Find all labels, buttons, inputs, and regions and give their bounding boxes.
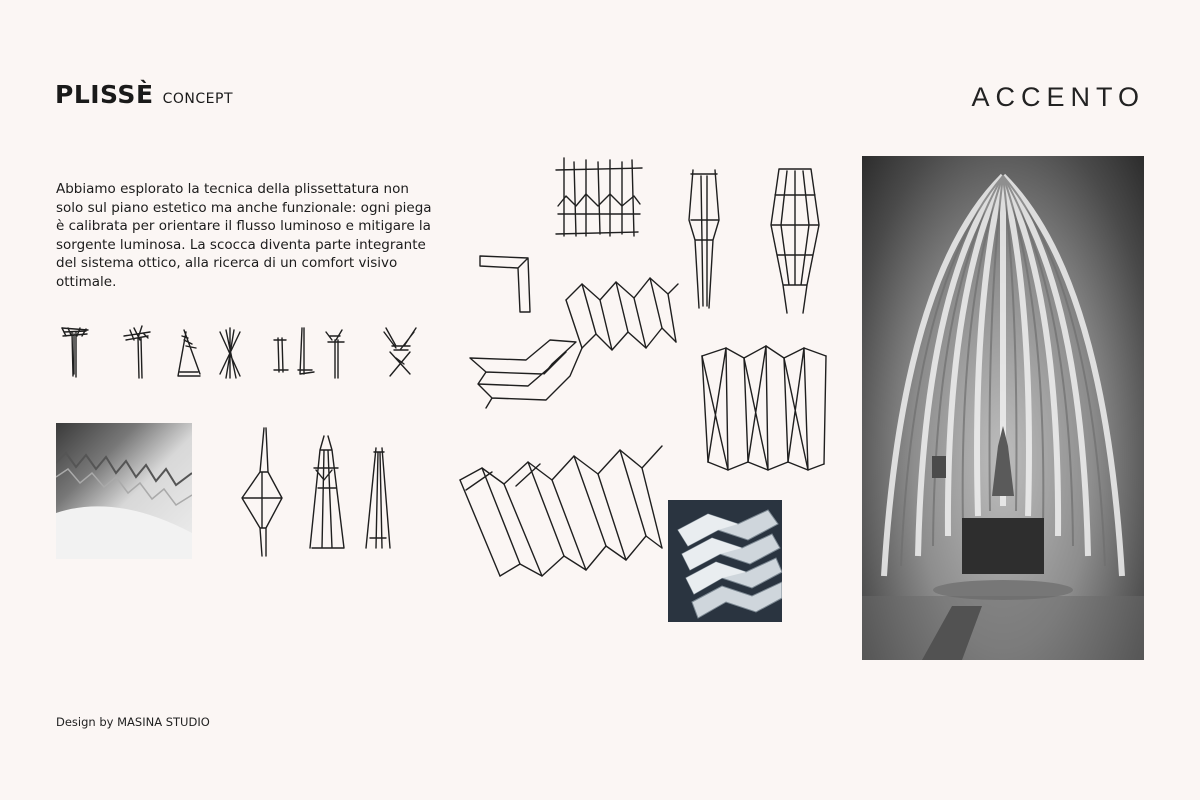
hex-column-sketch	[685, 170, 725, 310]
intro-paragraph: Abbiamo esplorato la tecnica della plissettatura non solo sul piano estetico ma anche funzionale: ogni piega è calibrata per orientare il flusso luminoso e mitigare la sorgente luminosa. La scocca diventa parte integrante del sistema ottico, alla ricerca di un comfort visivo ottimale.	[56, 181, 432, 290]
design-credit: Design by MASINA STUDIO	[56, 715, 210, 729]
folded-paper-icon	[668, 500, 782, 622]
title-sub: CONCEPT	[162, 91, 234, 107]
diagonal-accordion-sketch	[456, 440, 666, 580]
corner-bracket-sketch	[478, 252, 534, 314]
brand-logo: ACCENTO	[971, 82, 1145, 112]
faceted-lantern-sketch	[765, 165, 825, 315]
page-title	[55, 82, 233, 107]
title-main: PLISSÈ	[55, 80, 154, 109]
vault-ribs-icon	[862, 156, 1144, 660]
pendant-sketch-row	[60, 322, 420, 382]
zigzag-panel-sketch	[698, 346, 830, 472]
stacked-fold-sketch	[466, 338, 586, 412]
pleat-texture-icon	[56, 423, 192, 559]
grid-pleat-sketch	[556, 158, 646, 238]
folded-paper-photo	[668, 500, 782, 622]
tall-pendant-sketches	[236, 428, 406, 558]
church-vault-photo	[862, 156, 1144, 660]
pleat-photo-left	[56, 423, 192, 559]
